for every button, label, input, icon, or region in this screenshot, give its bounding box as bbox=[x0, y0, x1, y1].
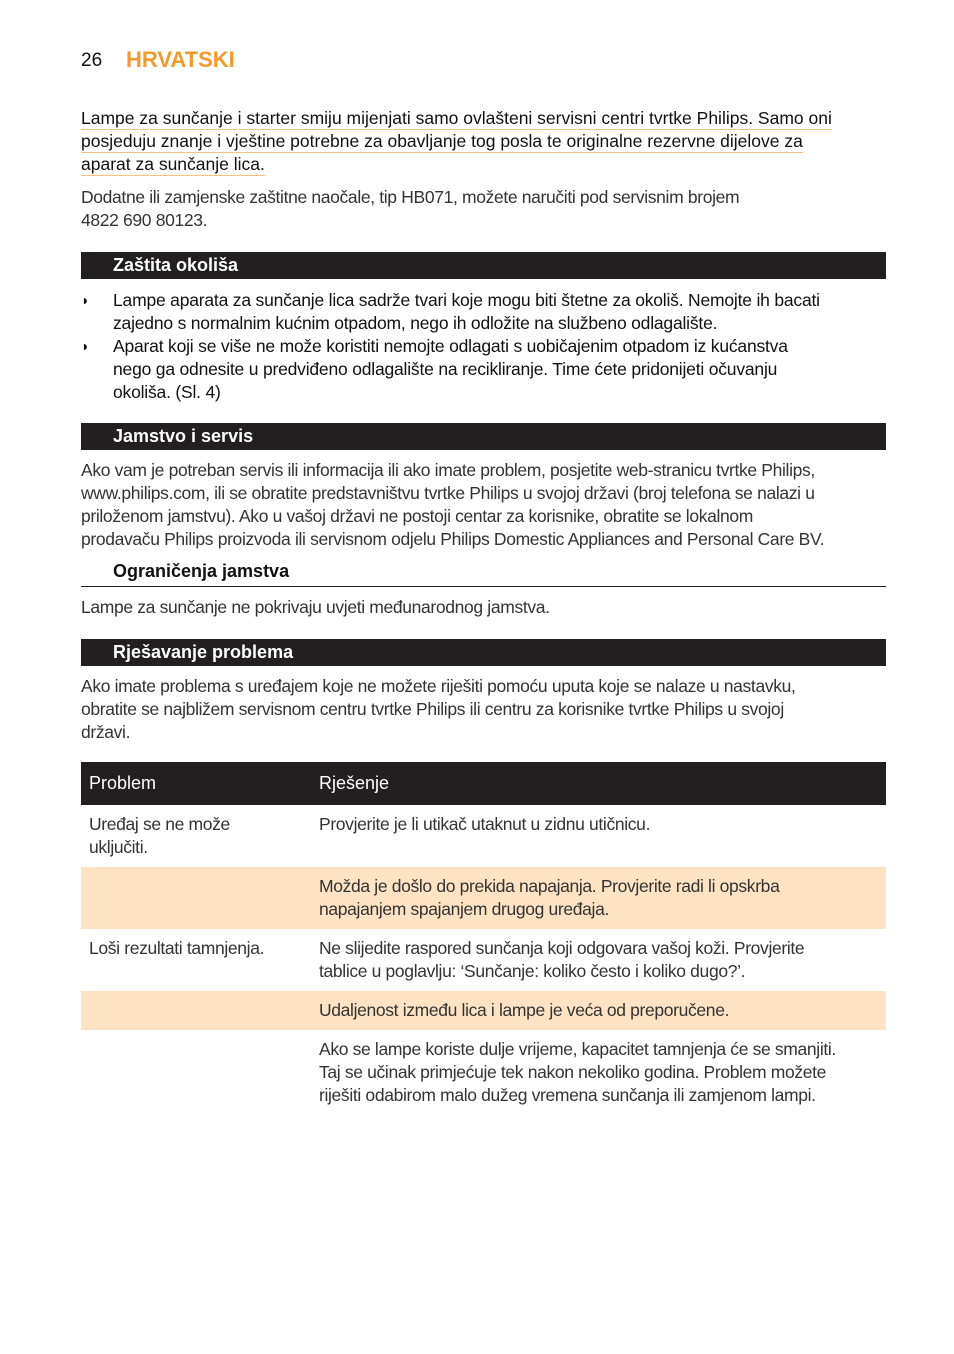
problem-cell bbox=[81, 1030, 311, 1115]
section-header-warranty bbox=[81, 423, 886, 450]
table-row bbox=[81, 991, 886, 1030]
page-number: 26 bbox=[81, 50, 103, 71]
text-line: priloženom jamstvu). Ako u vašoj državi ne postoji centar za korisnike, obratite se lokalnom bbox=[81, 506, 754, 526]
text-line: Aparat koji se više ne može koristiti nemojte odlagati s uobičajenim otpadom iz kućanstva bbox=[113, 336, 788, 356]
environment-bullets bbox=[81, 289, 886, 404]
cell-line: napajanjem spajanjem drugog uređaja. bbox=[319, 899, 609, 919]
problem-cell bbox=[81, 867, 311, 929]
subsection-title: Ograničenja jamstva bbox=[113, 561, 290, 581]
section-title: Rješavanje problema bbox=[113, 642, 294, 662]
cell-line: Loši rezultati tamnjenja. bbox=[89, 938, 265, 958]
solution-cell bbox=[311, 991, 886, 1030]
intro-paragraph bbox=[81, 186, 739, 232]
warning-line: posjeduju znanje i vještine potrebne za obavljanje tog posla te originalne rezervne dijelove za bbox=[81, 131, 803, 151]
troubleshooting-paragraph bbox=[81, 675, 796, 744]
text-line: Dodatne ili zamjenske zaštitne naočale, tip HB071, možete naručiti pod servisnim brojem bbox=[81, 187, 740, 207]
section-title: Zaštita okoliša bbox=[113, 255, 239, 275]
solution-cell bbox=[311, 929, 886, 991]
warning-line: aparat za sunčanje lica. bbox=[81, 154, 265, 174]
table-row bbox=[81, 929, 886, 991]
column-header-problem: Problem bbox=[81, 762, 311, 805]
cell-line: Možda je došlo do prekida napajanja. Provjerite radi li opskrba bbox=[319, 876, 780, 896]
troubleshooting-table bbox=[81, 762, 886, 1115]
section-header-troubleshooting bbox=[81, 639, 886, 666]
bullet-icon: ◗ bbox=[81, 292, 90, 308]
text-line: nego ga odnesite u predviđeno odlagalište na recikliranje. Time ćete pridonijeti očuvanju bbox=[113, 359, 778, 379]
table-row bbox=[81, 805, 886, 867]
bullet-item bbox=[81, 335, 886, 404]
warning-paragraph bbox=[81, 107, 832, 176]
warranty-paragraph bbox=[81, 459, 824, 551]
language-heading: HRVATSKI bbox=[126, 47, 235, 72]
column-header-solution: Rješenje bbox=[311, 762, 886, 805]
text-line: okoliša. (Sl. 4) bbox=[113, 382, 221, 402]
table-row bbox=[81, 867, 886, 929]
text-line: 4822 690 80123. bbox=[81, 210, 208, 230]
warranty-limits-text bbox=[81, 596, 550, 619]
cell-line: Provjerite je li utikač utaknut u zidnu utičnicu. bbox=[319, 814, 651, 834]
problem-cell bbox=[81, 929, 311, 991]
text-line: Ako vam je potreban servis ili informacija ili ako imate problem, posjetite web-stranicu tvrtke Philips, bbox=[81, 460, 815, 480]
bullet-item bbox=[81, 289, 886, 335]
warning-line: Lampe za sunčanje i starter smiju mijenjati samo ovlašteni servisni centri tvrtke Philips. Samo oni bbox=[81, 108, 832, 128]
cell-line: Ne slijedite raspored sunčanja koji odgovara vašoj koži. Provjerite bbox=[319, 938, 805, 958]
cell-line: Ako se lampe koriste dulje vrijeme, kapacitet tamnjenja će se smanjiti. bbox=[319, 1039, 836, 1059]
subsection-header-warranty-limits bbox=[81, 561, 886, 587]
section-title: Jamstvo i servis bbox=[113, 426, 254, 446]
text-line: www.philips.com, ili se obratite predstavništvu tvrtke Philips u svojoj državi (broj telefona se nalazi u bbox=[81, 483, 815, 503]
cell-line: uključiti. bbox=[89, 837, 148, 857]
cell-line: tablice u poglavlju: ‘Sunčanje: koliko često i koliko dugo?’. bbox=[319, 961, 746, 981]
text-line: Lampe za sunčanje ne pokrivaju uvjeti međunarodnog jamstva. bbox=[81, 597, 550, 617]
problem-cell bbox=[81, 991, 311, 1030]
text-line: državi. bbox=[81, 722, 131, 742]
cell-line: Taj se učinak primjećuje tek nakon nekoliko godina. Problem možete bbox=[319, 1062, 827, 1082]
text-line: zajedno s normalnim kućnim otpadom, nego ih odložite na službeno odlagalište. bbox=[113, 313, 718, 333]
solution-cell bbox=[311, 867, 886, 929]
problem-cell bbox=[81, 805, 311, 867]
bullet-icon: ◗ bbox=[81, 338, 90, 354]
text-line: obratite se najbližem servisnom centru tvrtke Philips ili centru za korisnike tvrtke Philips u svojoj bbox=[81, 699, 784, 719]
section-header-environment bbox=[81, 252, 886, 279]
cell-line: Udaljenost između lica i lampe je veća od preporučene. bbox=[319, 1000, 730, 1020]
text-line: Lampe aparata za sunčanje lica sadrže tvari koje mogu biti štetne za okoliš. Nemojte ih bacati bbox=[113, 290, 820, 310]
cell-line: Uređaj se ne može bbox=[89, 814, 230, 834]
table-row bbox=[81, 1030, 886, 1115]
text-line: Ako imate problema s uređajem koje ne možete riješiti pomoću uputa koje se nalaze u nastavku, bbox=[81, 676, 796, 696]
cell-line: riješiti odabirom malo dužeg vremena sunčanja ili zamjenom lampi. bbox=[319, 1085, 816, 1105]
table-header-row bbox=[81, 762, 886, 805]
solution-cell bbox=[311, 805, 886, 867]
solution-cell bbox=[311, 1030, 886, 1115]
text-line: prodavaču Philips proizvoda ili servisnom odjelu Philips Domestic Appliances and Personal Care BV. bbox=[81, 529, 825, 549]
